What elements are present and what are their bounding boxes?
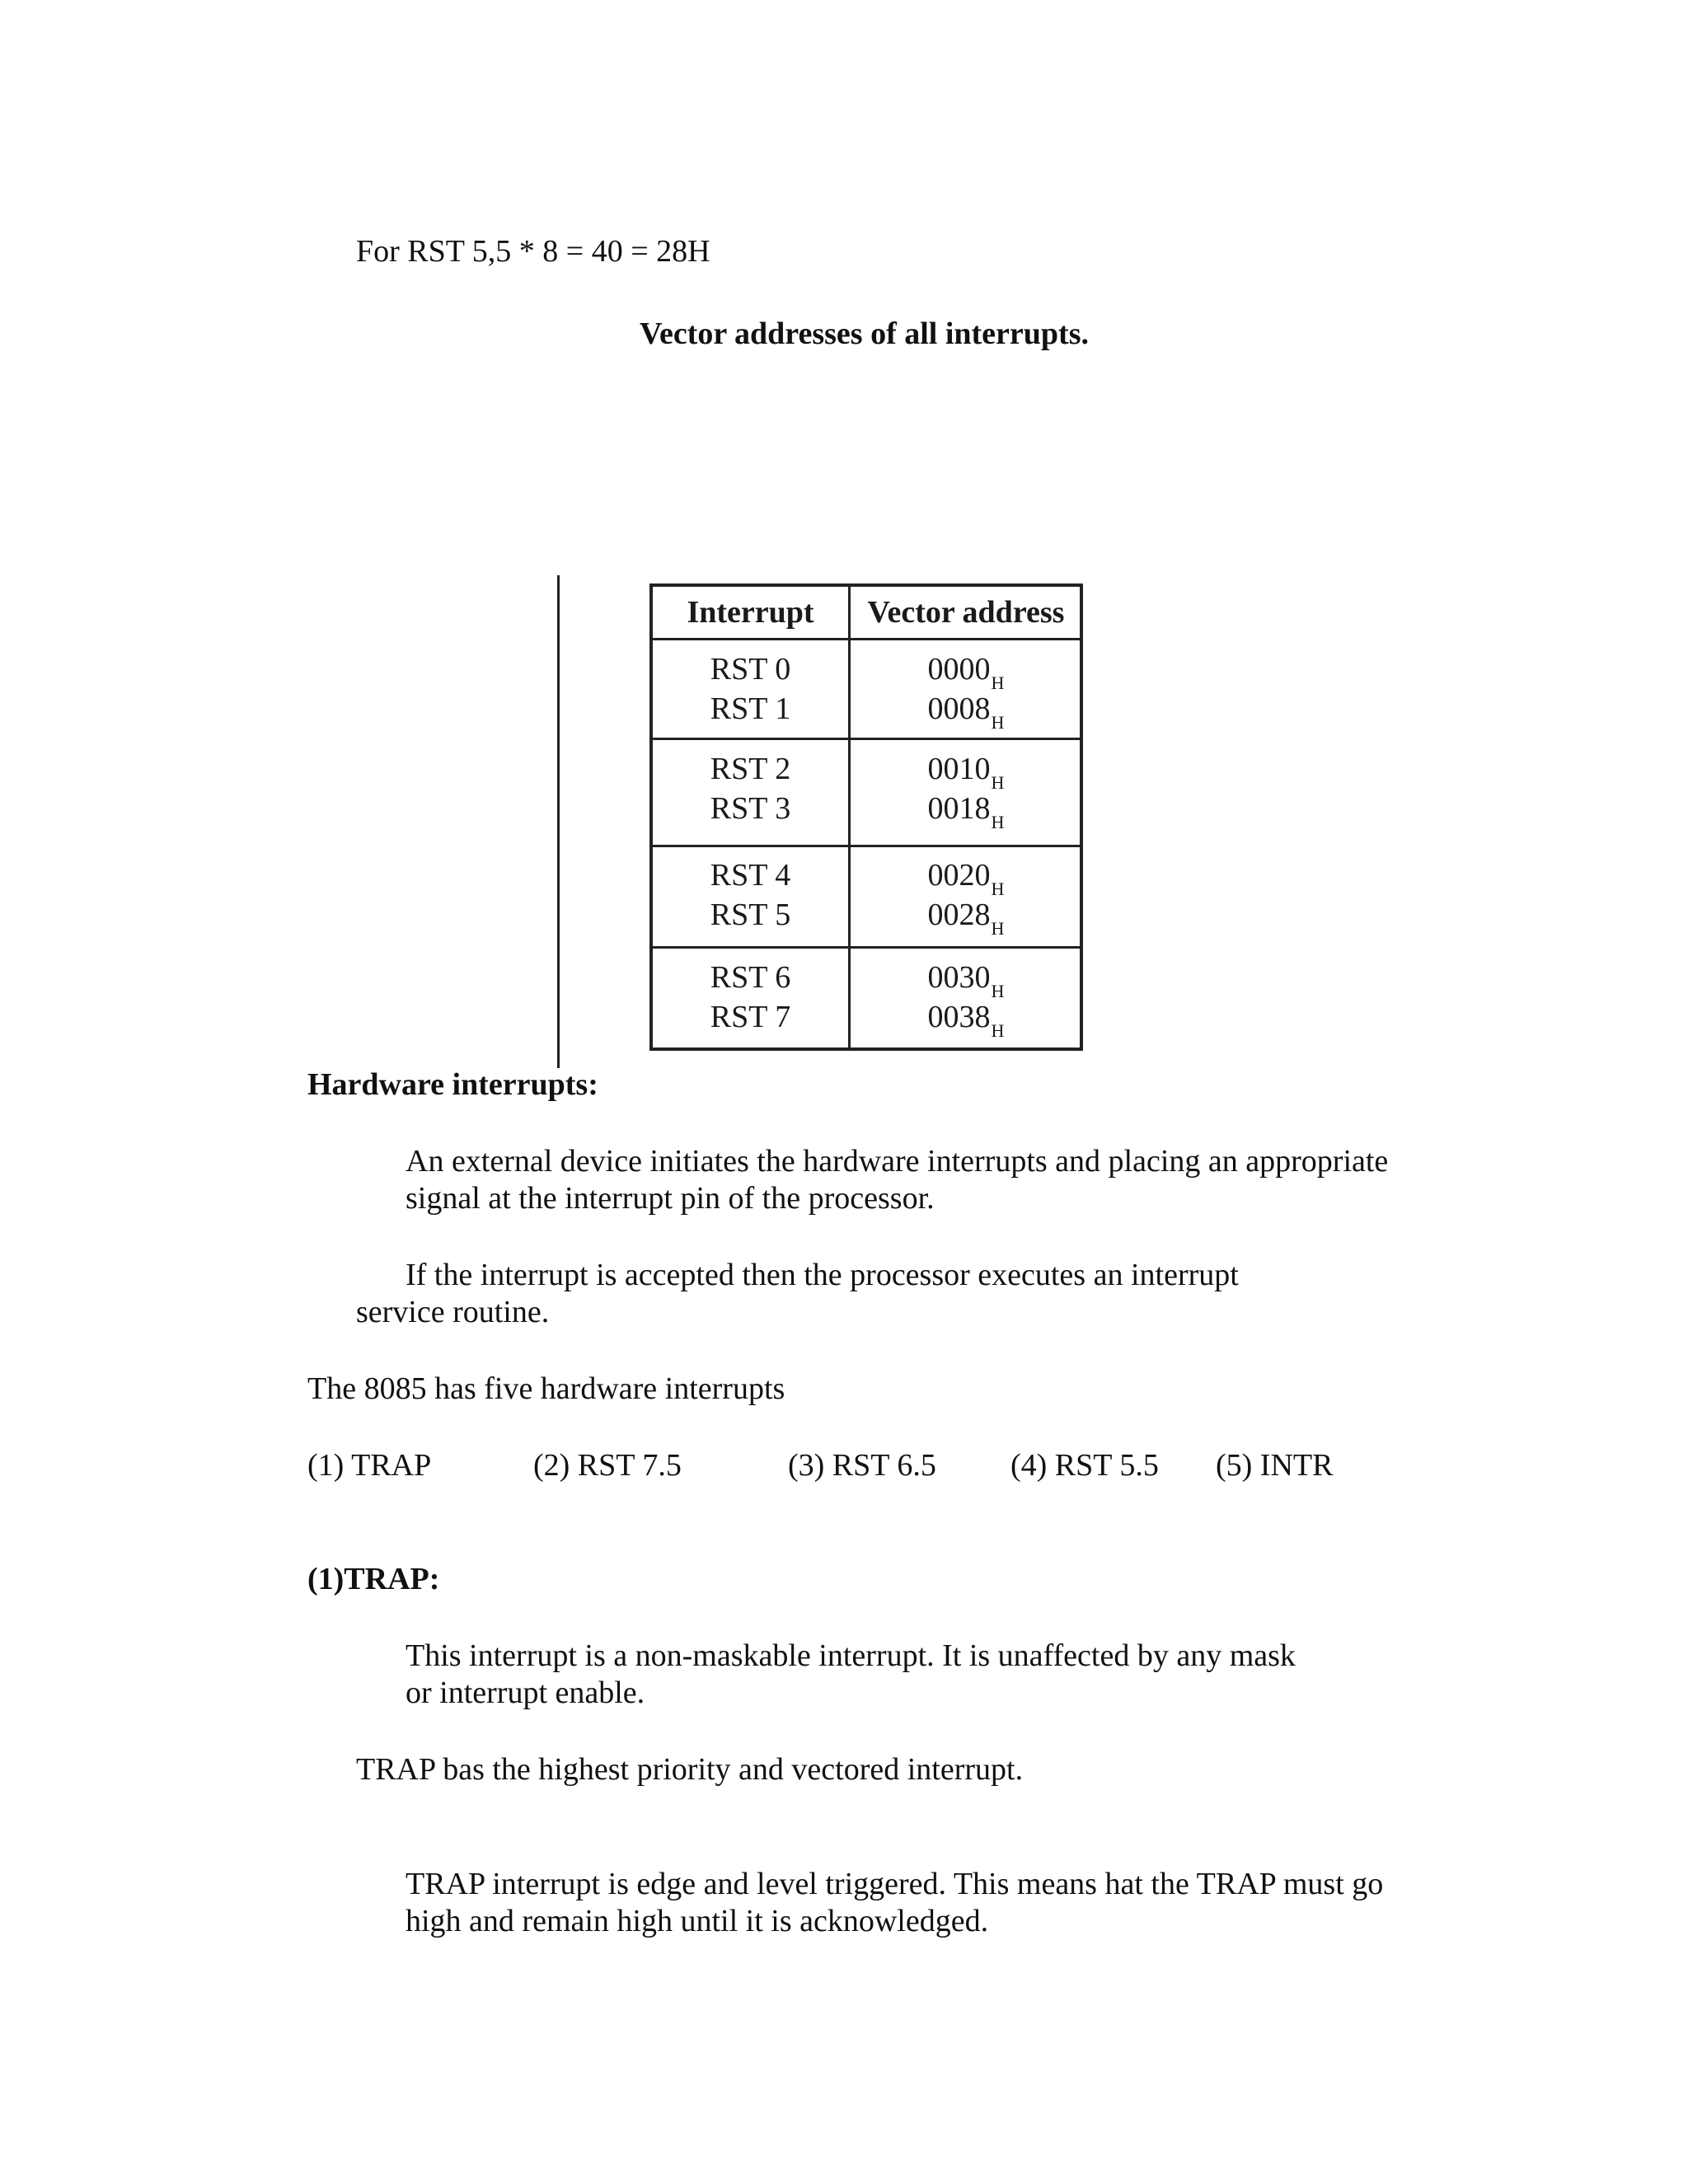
trap-para3-line1: TRAP interrupt is edge and level triggered. This means hat the TRAP must go: [406, 1867, 1384, 1901]
hex-suffix: H: [991, 673, 1005, 693]
interrupt-cell: RST 6: [710, 960, 791, 995]
list-item: (5) INTR: [1216, 1448, 1334, 1483]
address-cell: [851, 789, 1081, 832]
trap-para3-line2: high and remain high until it is acknowledged.: [406, 1904, 989, 1938]
header-interrupt: Interrupt: [687, 595, 814, 630]
hex-suffix: H: [991, 772, 1005, 793]
hardware-para1-line2: signal at the interrupt pin of the processor.: [406, 1181, 935, 1216]
hardware-para2-line1: If the interrupt is accepted then the processor executes an interrupt: [406, 1258, 1239, 1292]
address-value: 0018: [927, 791, 991, 826]
address-cell: [851, 855, 1081, 899]
address-value: 0008: [927, 691, 991, 726]
row-divider: [653, 845, 1080, 847]
hex-suffix: H: [991, 879, 1005, 899]
address-value: 0038: [927, 1000, 991, 1034]
trap-para1-line1: This interrupt is a non-maskable interrupt. It is unaffected by any mask: [406, 1638, 1296, 1673]
address-value: 0028: [927, 898, 991, 932]
address-value: 0020: [927, 858, 991, 893]
interrupt-cell: RST 5: [710, 898, 791, 932]
address-cell: [851, 689, 1081, 733]
address-cell: [851, 895, 1081, 939]
hex-suffix: H: [991, 712, 1005, 733]
address-value: 0000: [927, 652, 991, 687]
vertical-rule: [557, 575, 560, 1068]
interrupt-cell: RST 2: [710, 752, 791, 786]
address-cell: [851, 958, 1081, 1001]
hex-suffix: H: [991, 981, 1005, 1001]
interrupt-cell: RST 0: [710, 652, 791, 687]
trap-para1-line2: or interrupt enable.: [406, 1675, 645, 1710]
interrupt-cell: RST 4: [710, 858, 791, 893]
hex-suffix: H: [991, 812, 1005, 832]
address-cell: [851, 749, 1081, 793]
hardware-para1-line1: An external device initiates the hardware interrupts and placing an appropriate: [406, 1144, 1389, 1179]
list-item: (1) TRAP: [307, 1448, 432, 1483]
interrupt-cell: RST 3: [710, 791, 791, 826]
row-divider: [653, 946, 1080, 949]
hardware-para2-line2: service routine.: [356, 1295, 550, 1329]
vector-address-table: [649, 583, 1083, 1051]
trap-para2: TRAP bas the highest priority and vectored interrupt.: [356, 1752, 1024, 1787]
address-value: 0010: [927, 752, 991, 786]
address-cell: [851, 997, 1081, 1041]
table-caption: Vector addresses of all interrupts.: [640, 316, 1089, 351]
header-vector-address: Vector address: [867, 595, 1065, 630]
list-item: (4) RST 5.5: [1010, 1448, 1159, 1483]
hardware-intro: The 8085 has five hardware interrupts: [307, 1371, 785, 1406]
trap-heading: (1)TRAP:: [307, 1562, 440, 1596]
hex-suffix: H: [991, 918, 1005, 939]
list-item: (2) RST 7.5: [533, 1448, 682, 1483]
rst55-calculation: For RST 5,5 * 8 = 40 = 28H: [356, 234, 710, 269]
hex-suffix: H: [991, 1020, 1005, 1041]
header-divider: [653, 638, 1080, 640]
address-cell: [851, 649, 1081, 693]
interrupt-cell: RST 7: [710, 1000, 791, 1034]
address-value: 0030: [927, 960, 991, 995]
hardware-interrupts-heading: Hardware interrupts:: [307, 1067, 598, 1102]
interrupt-cell: RST 1: [710, 691, 791, 726]
row-divider: [653, 738, 1080, 740]
list-item: (3) RST 6.5: [788, 1448, 936, 1483]
